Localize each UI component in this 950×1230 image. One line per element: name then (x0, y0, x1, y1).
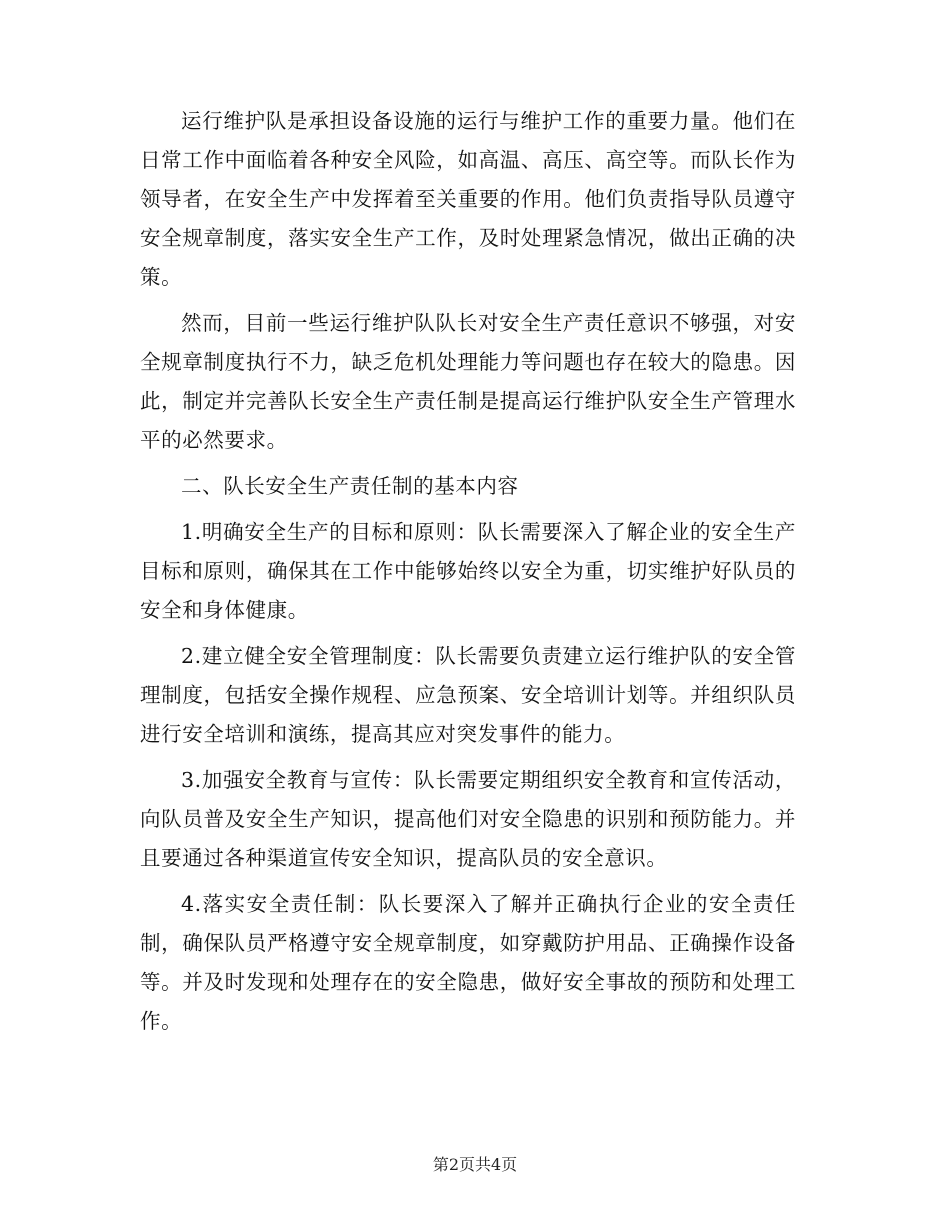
list-item-2: 2.建立健全安全管理制度：队长需要负责建立运行维护队的安全管理制度，包括安全操作规程、应急预案、安全培训计划等。并组织队员进行安全培训和演练，提高其应对突发事件的能力。 (140, 644, 796, 746)
list-item-1: 1.明确安全生产的目标和原则：队长需要深入了解企业的安全生产目标和原则，确保其在工作中能够始终以安全为重，切实维护好队员的安全和身体健康。 (140, 520, 796, 622)
document-body (140, 102, 796, 1048)
paragraph-intro: 运行维护队是承担设备设施的运行与维护工作的重要力量。他们在日常工作中面临着各种安全风险，如高温、高压、高空等。而队长作为领导者，在安全生产中发挥着至关重要的作用。他们负责指导队员遵守安全规章制度，落实安全生产工作，及时处理紧急情况，做出正确的决策。 (140, 109, 796, 289)
list-item-4: 4.落实安全责任制：队长要深入了解并正确执行企业的安全责任制，确保队员严格遵守安全规章制度，如穿戴防护用品、正确操作设备等。并及时发现和处理存在的安全隐患，做好安全事故的预防和处理工作。 (140, 892, 796, 1033)
list-item-3: 3.加强安全教育与宣传：队长需要定期组织安全教育和宣传活动，向队员普及安全生产知识，提高他们对安全隐患的识别和预防能力。并且要通过各种渠道宣传安全知识，提高队员的安全意识。 (140, 768, 796, 870)
section-heading: 二、队长安全生产责任制的基本内容 (181, 474, 519, 498)
page-number: 第2页共4页 (432, 1155, 518, 1174)
paragraph-problem: 然而，目前一些运行维护队队长对安全生产责任意识不够强，对安全规章制度执行不力，缺乏危机处理能力等问题也存在较大的隐患。因此，制定并完善队长安全生产责任制是提高运行维护队安全生产管理水平的必然要求。 (140, 311, 796, 452)
